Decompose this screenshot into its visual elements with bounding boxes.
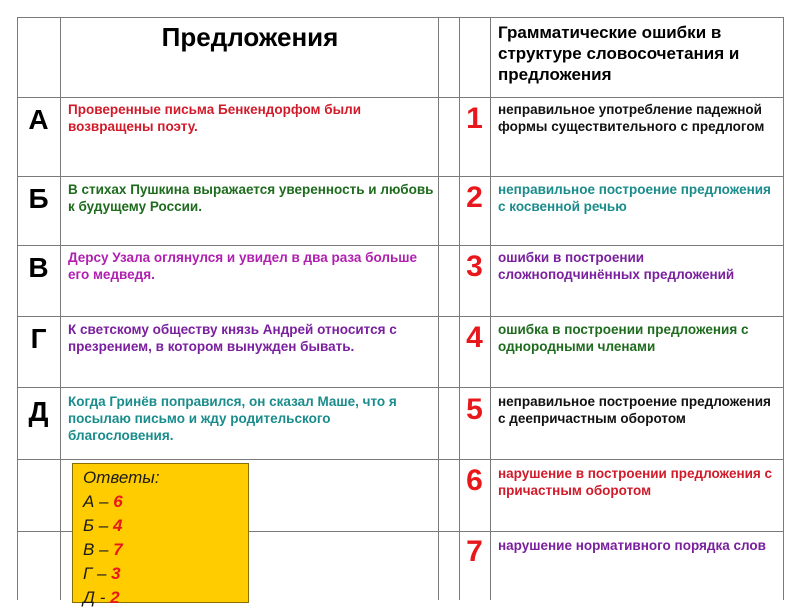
answer-value: 7 [113,540,123,559]
error-number: 5 [466,393,483,426]
error-number: 3 [466,250,483,283]
answer-label: Б – [83,516,109,535]
sentence-text: Дерсу Узала оглянулся и увидел в два раза больше его медведя. [68,250,418,282]
sentence-text: Проверенные письма Бенкендорфом были возвращены поэту. [68,102,362,134]
row-letter: В [28,252,49,283]
answer-item [83,562,238,586]
row-letter: Г [30,323,47,354]
error-text: неправильное употребление падежной формы существительного с предлогом [498,102,765,134]
row-letter: А [28,104,49,135]
answer-label: А – [83,492,109,511]
sentence-text: К светскому обществу князь Андрей относится с презрением, в котором вынужден бывать. [68,322,397,354]
grid-line [17,459,784,460]
grid-line [438,17,439,600]
answer-item [83,538,238,562]
error-number: 1 [466,102,483,135]
error-number: 6 [466,464,483,497]
answer-value: 3 [111,564,121,583]
answer-value: 2 [110,588,120,607]
grid-line [17,316,784,317]
grid-line [17,176,784,177]
answer-label: В – [83,540,109,559]
row-letter: Д [28,396,49,427]
error-number: 7 [466,535,483,568]
answer-item [83,490,238,514]
error-text: нарушение в построении предложения с причастным оборотом [498,466,773,498]
sentence-text: Когда Гринёв поправился, он сказал Маше, что я посылаю письмо и жду родительского благословения. [68,394,397,443]
answer-value: 6 [113,492,123,511]
row-letter: Б [28,183,49,214]
grid-line [17,17,784,18]
grid-line [60,17,61,600]
error-text: нарушение нормативного порядка слов [498,538,766,553]
answer-value: 4 [112,516,123,535]
answers-box [72,463,249,607]
grid-line [490,17,491,600]
sentence-text: В стихах Пушкина выражается уверенность и любовь к будущему России. [68,182,434,214]
grid-line [17,97,784,98]
answer-item [83,586,238,610]
grid-line [17,245,784,246]
answers-title: Ответы: [83,468,160,487]
error-text: ошибка в построении предложения с однородными членами [498,322,749,354]
grid-line [17,387,784,388]
error-text: неправильное построение предложения с косвенной речью [498,182,771,214]
error-text: неправильное построение предложения с деепричастным оборотом [498,394,771,426]
answer-label: Д - [83,588,106,607]
error-number: 4 [466,321,483,354]
answer-label: Г – [83,564,107,583]
answer-item [83,514,238,538]
error-number: 2 [466,181,483,214]
grid-line [783,17,784,600]
error-text: ошибки в построении сложноподчинённых предложений [498,250,735,282]
header-sentences: Предложения [161,22,339,52]
header-errors: Грамматические ошибки в структуре словосочетания и предложения [498,23,740,84]
